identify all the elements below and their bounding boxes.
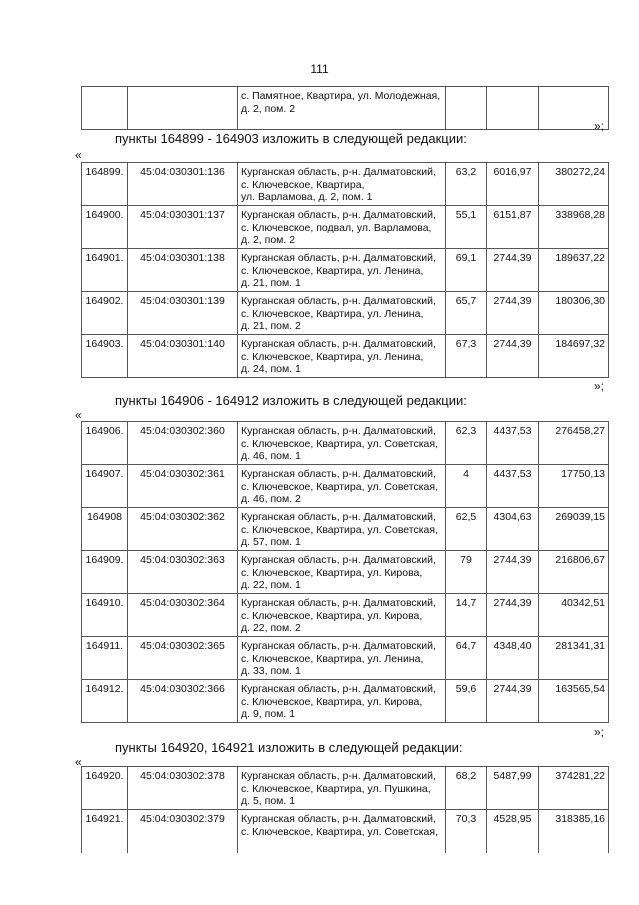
address-line: Курганская область, р-н. Далматовский, — [241, 640, 436, 652]
cell-area: 55,1 — [446, 206, 487, 249]
cell-number: 164920. — [82, 767, 128, 810]
cell-cadastral: 45:04:030302:360 — [128, 422, 238, 465]
cell-value: 374281,22 — [539, 767, 609, 810]
address-line: с. Памятное, Квартира, ул. Молодежная, — [241, 90, 441, 102]
cell-area: 59,6 — [446, 680, 487, 723]
address-line: д. 21, пом. 2 — [241, 320, 301, 332]
cell-cadastral: 45:04:030302:378 — [128, 767, 238, 810]
cell-address — [238, 508, 446, 551]
address-line: Курганская область, р-н. Далматовский, — [241, 166, 436, 178]
address-line: д. 46, пом. 2 — [241, 493, 301, 505]
address-line: с. Ключевское, Квартира, ул. Ленина, — [241, 264, 424, 277]
opening-quote: « — [75, 148, 82, 162]
cell-area: 62,3 — [446, 422, 487, 465]
address-line: с. Ключевское, Квартира, ул. Советская, — [241, 437, 438, 450]
cell-number: 164908 — [82, 508, 128, 551]
table-row — [82, 551, 609, 594]
cell-address — [238, 680, 446, 723]
cell-cadastral: 45:04:030302:363 — [128, 551, 238, 594]
cell-area: 67,3 — [446, 335, 487, 378]
address-line: с. Ключевское, Квартира, ул. Кирова, — [241, 695, 423, 708]
cell-address — [238, 810, 446, 853]
address-line: с. Ключевское, Квартира, ул. Пушкина, — [241, 782, 431, 795]
address-line: Курганская область, р-н. Далматовский, — [241, 597, 436, 609]
cell-value: 276458,27 — [539, 422, 609, 465]
address-line: д. 22, пом. 2 — [241, 622, 301, 634]
cell-cadastral: 45:04:030301:136 — [128, 163, 238, 206]
table-row — [82, 249, 609, 292]
cell-value: 216806,67 — [539, 551, 609, 594]
address-line: с. Ключевское, Квартира, ул. Советская, — [241, 480, 438, 493]
cell-area: 68,2 — [446, 767, 487, 810]
address-line: д. 22, пом. 1 — [241, 579, 301, 591]
address-line: Курганская область, р-н. Далматовский, — [241, 813, 436, 825]
table-row — [82, 292, 609, 335]
address-line: д. 2, пом. 2 — [241, 234, 296, 246]
table-row — [82, 87, 609, 130]
cell-number: 164912. — [82, 680, 128, 723]
cell-cadastral: 45:04:030302:364 — [128, 594, 238, 637]
cell-address — [238, 87, 446, 130]
address-line: с. Ключевское, Квартира, ул. Ленина, — [241, 350, 424, 363]
cell-value: 269039,15 — [539, 508, 609, 551]
cell-value: 318385,16 — [539, 810, 609, 853]
cell-price: 4304,63 — [487, 508, 539, 551]
address-line: Курганская область, р-н. Далматовский, — [241, 209, 436, 221]
registry-table — [81, 766, 609, 853]
cell-value: 17750,13 — [539, 465, 609, 508]
cell-address — [238, 292, 446, 335]
cell-area: 14,7 — [446, 594, 487, 637]
address-line: с. Ключевское, Квартира, ул. Ленина, — [241, 652, 424, 665]
cell-address — [238, 594, 446, 637]
address-line: с. Ключевское, подвал, ул. Варламова, — [241, 221, 432, 234]
cell-number: 164900. — [82, 206, 128, 249]
cell-value: 180306,30 — [539, 292, 609, 335]
cell-address — [238, 637, 446, 680]
cell-cadastral: 45:04:030302:361 — [128, 465, 238, 508]
cell-cadastral: 45:04:030302:362 — [128, 508, 238, 551]
address-line: д. 5, пом. 1 — [241, 795, 296, 807]
cell-area: 65,7 — [446, 292, 487, 335]
table-row — [82, 465, 609, 508]
cell-price: 2744,39 — [487, 335, 539, 378]
cell-price: 2744,39 — [487, 551, 539, 594]
opening-quote: « — [75, 408, 82, 422]
cell-value: 380272,24 — [539, 163, 609, 206]
page-number: 111 — [310, 62, 329, 76]
address-line: ул. Варламова, д. 2, пом. 1 — [241, 191, 373, 203]
cell-value: 189637,22 — [539, 249, 609, 292]
cell-area: 70,3 — [446, 810, 487, 853]
cell-number: 164911. — [82, 637, 128, 680]
address-line: с. Ключевское, Квартира, ул. Кирова, — [241, 609, 423, 622]
cell-number: 164902. — [82, 292, 128, 335]
cell-value: 281341,31 — [539, 637, 609, 680]
cell-number — [82, 87, 128, 130]
cell-number: 164903. — [82, 335, 128, 378]
cell-value: 40342,51 — [539, 594, 609, 637]
cell-price: 2744,39 — [487, 680, 539, 723]
cell-address — [238, 335, 446, 378]
cell-area: 4 — [446, 465, 487, 508]
cell-value: 338968,28 — [539, 206, 609, 249]
cell-value: 184697,32 — [539, 335, 609, 378]
address-line: д. 33, пом. 1 — [241, 665, 301, 677]
address-line: Курганская область, р-н. Далматовский, — [241, 295, 436, 307]
cell-address — [238, 249, 446, 292]
registry-table — [81, 421, 609, 723]
address-line: с. Ключевское, Квартира, ул. Советская, — [241, 523, 438, 536]
cell-number: 164921. — [82, 810, 128, 853]
cell-address — [238, 422, 446, 465]
table-row — [82, 767, 609, 810]
cell-cadastral: 45:04:030302:379 — [128, 810, 238, 853]
address-line: Курганская область, р-н. Далматовский, — [241, 338, 436, 350]
cell-value: 163565,54 — [539, 680, 609, 723]
table-row — [82, 810, 609, 853]
cell-number: 164906. — [82, 422, 128, 465]
cell-price: 2744,39 — [487, 249, 539, 292]
cell-area: 79 — [446, 551, 487, 594]
table-row — [82, 637, 609, 680]
address-line: с. Ключевское, Квартира, — [241, 178, 365, 191]
cell-cadastral — [128, 87, 238, 130]
cell-price: 4348,40 — [487, 637, 539, 680]
cell-number: 164899. — [82, 163, 128, 206]
table-row — [82, 335, 609, 378]
cell-price — [487, 87, 539, 130]
cell-number: 164910. — [82, 594, 128, 637]
cell-address — [238, 206, 446, 249]
address-line: с. Ключевское, Квартира, ул. Ленина, — [241, 307, 424, 320]
address-line: Курганская область, р-н. Далматовский, — [241, 511, 436, 523]
registry-table — [81, 162, 609, 378]
address-line: д. 9, пом. 1 — [241, 708, 296, 720]
table-row — [82, 508, 609, 551]
address-line: Курганская область, р-н. Далматовский, — [241, 683, 436, 695]
section-heading: пункты 164906 - 164912 изложить в следующей редакции: — [115, 393, 467, 408]
address-line: с. Ключевское, Квартира, ул. Советская, — [241, 825, 438, 838]
table-row — [82, 206, 609, 249]
address-line: д. 57, пом. 1 — [241, 536, 301, 548]
section-heading: пункты 164899 - 164903 изложить в следующей редакции: — [115, 131, 467, 146]
cell-price: 5487,99 — [487, 767, 539, 810]
table-row — [82, 163, 609, 206]
cell-price: 2744,39 — [487, 594, 539, 637]
cell-price: 2744,39 — [487, 292, 539, 335]
cell-cadastral: 45:04:030301:140 — [128, 335, 238, 378]
address-line: Курганская область, р-н. Далматовский, — [241, 425, 436, 437]
cell-price: 4437,53 — [487, 422, 539, 465]
cell-area — [446, 87, 487, 130]
cell-cadastral: 45:04:030301:138 — [128, 249, 238, 292]
closing-quote: »; — [594, 119, 605, 133]
cell-price: 6151,87 — [487, 206, 539, 249]
cell-area: 69,1 — [446, 249, 487, 292]
table-row — [82, 680, 609, 723]
address-line: д. 2, пом. 2 — [241, 102, 296, 115]
cell-address — [238, 465, 446, 508]
address-line: Курганская область, р-н. Далматовский, — [241, 770, 436, 782]
cell-price: 4437,53 — [487, 465, 539, 508]
cell-area: 64,7 — [446, 637, 487, 680]
address-line: д. 21, пом. 1 — [241, 277, 301, 289]
cell-address — [238, 767, 446, 810]
cell-number: 164909. — [82, 551, 128, 594]
address-line: д. 24, пом. 1 — [241, 363, 301, 375]
cell-area: 62,5 — [446, 508, 487, 551]
address-line: Курганская область, р-н. Далматовский, — [241, 554, 436, 566]
cell-cadastral: 45:04:030301:139 — [128, 292, 238, 335]
table-row — [82, 422, 609, 465]
address-line: д. 46, пом. 1 — [241, 450, 301, 462]
continuation-table — [81, 86, 609, 130]
cell-cadastral: 45:04:030301:137 — [128, 206, 238, 249]
closing-quote: »; — [594, 379, 605, 393]
cell-area: 63,2 — [446, 163, 487, 206]
cell-cadastral: 45:04:030302:366 — [128, 680, 238, 723]
cell-address — [238, 163, 446, 206]
address-line: Курганская область, р-н. Далматовский, — [241, 468, 436, 480]
address-line: с. Ключевское, Квартира, ул. Кирова, — [241, 566, 423, 579]
cell-number: 164907. — [82, 465, 128, 508]
closing-quote: »; — [594, 725, 605, 739]
cell-number: 164901. — [82, 249, 128, 292]
cell-price: 6016,97 — [487, 163, 539, 206]
table-row — [82, 594, 609, 637]
address-line: Курганская область, р-н. Далматовский, — [241, 252, 436, 264]
cell-address — [238, 551, 446, 594]
cell-price: 4528,95 — [487, 810, 539, 853]
opening-quote: « — [75, 755, 82, 769]
cell-cadastral: 45:04:030302:365 — [128, 637, 238, 680]
section-heading: пункты 164920, 164921 изложить в следующей редакции: — [115, 740, 463, 755]
